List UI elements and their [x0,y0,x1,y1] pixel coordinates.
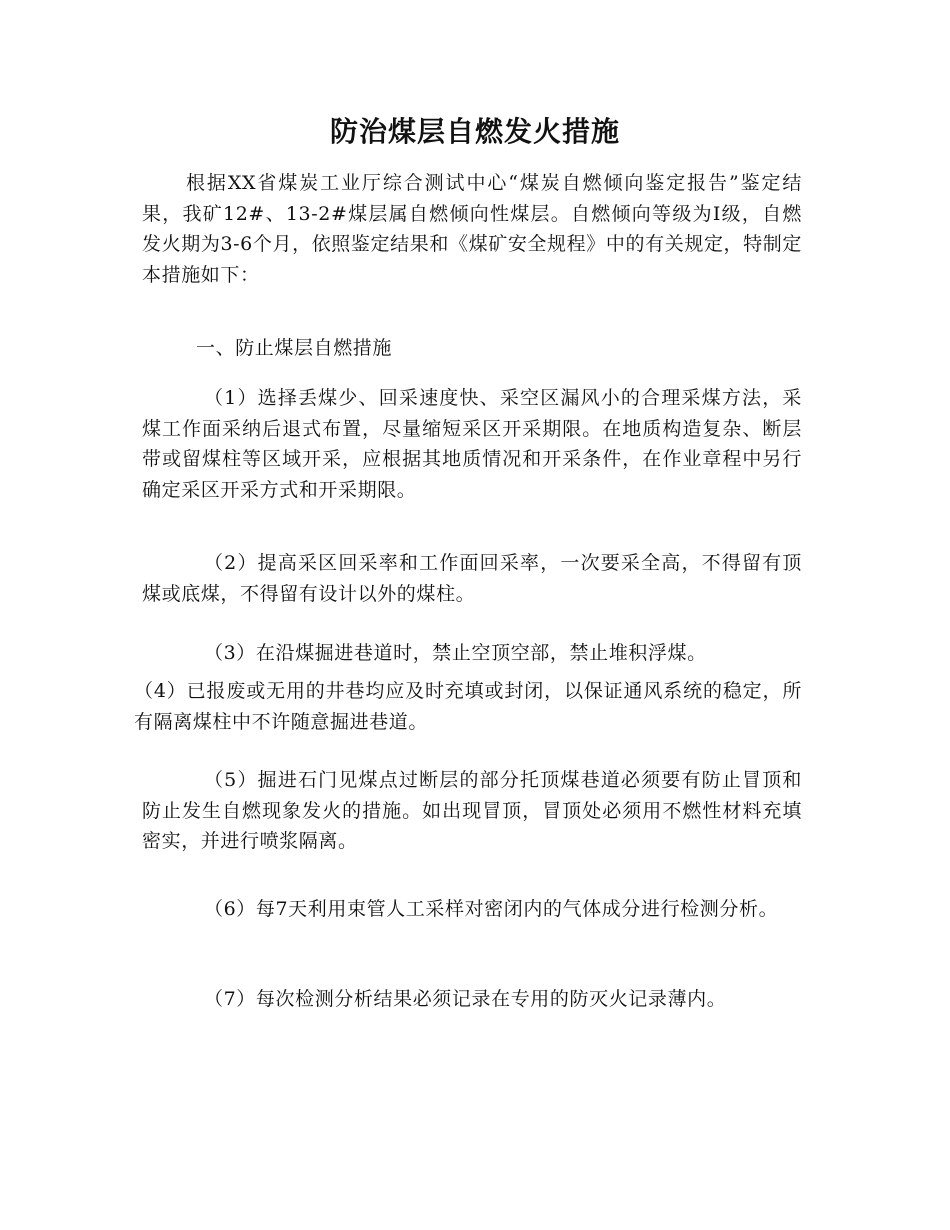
measure-item-5: （5）掘进石门见煤点过断层的部分托顶煤巷道必须要有防止冒顶和防止发生自燃现象发火的措施。如出现冒顶，冒顶处必须用不燃性材料充填密实，并进行喷浆隔离。 [142,769,802,852]
measure-item-4: （4）已报废或无用的井巷均应及时充填或封闭，以保证通风系统的稳定，所有隔离煤柱中不许随意掘进巷道。 [134,680,802,733]
measure-item-1: （1）选择丢煤少、回采速度快、采空区漏风小的合理采煤方法，采煤工作面采纳后退式布置，尽量缩短采区开采期限。在地质构造复杂、断层带或留煤柱等区域开采，应根据其地质情况和开采条件，在作业章程中另行确定采区开采方式和开采期限。 [142,387,802,501]
section-heading: 一、防止煤层自燃措施 [196,337,393,359]
intro-paragraph: 根据XX省煤炭工业厅综合测试中心“煤炭自燃倾向鉴定报告”鉴定结果，我矿12#、13-2#煤层属自燃倾向性煤层。自燃倾向等级为I级，自燃发火期为3-6个月，依照鉴定结果和《煤矿安全规程》中的有关规定，特制定本措施如下： [142,172,802,286]
measure-item-7: （7）每次检测分析结果必须记录在专用的防灭火记录薄内。 [204,988,727,1010]
measure-item-6: （6）每7天利用束管人工采样对密闭内的气体成分进行检测分析。 [204,898,779,920]
document-title: 防治煤层自燃发火措施 [329,115,620,148]
measure-item-2: （2）提高采区回采率和工作面回采率，一次要采全高，不得留有顶煤或底煤，不得留有设计以外的煤柱。 [142,552,802,605]
measure-item-3: （3）在沿煤掘进巷道时，禁止空顶空部，禁止堆积浮煤。 [204,642,707,664]
